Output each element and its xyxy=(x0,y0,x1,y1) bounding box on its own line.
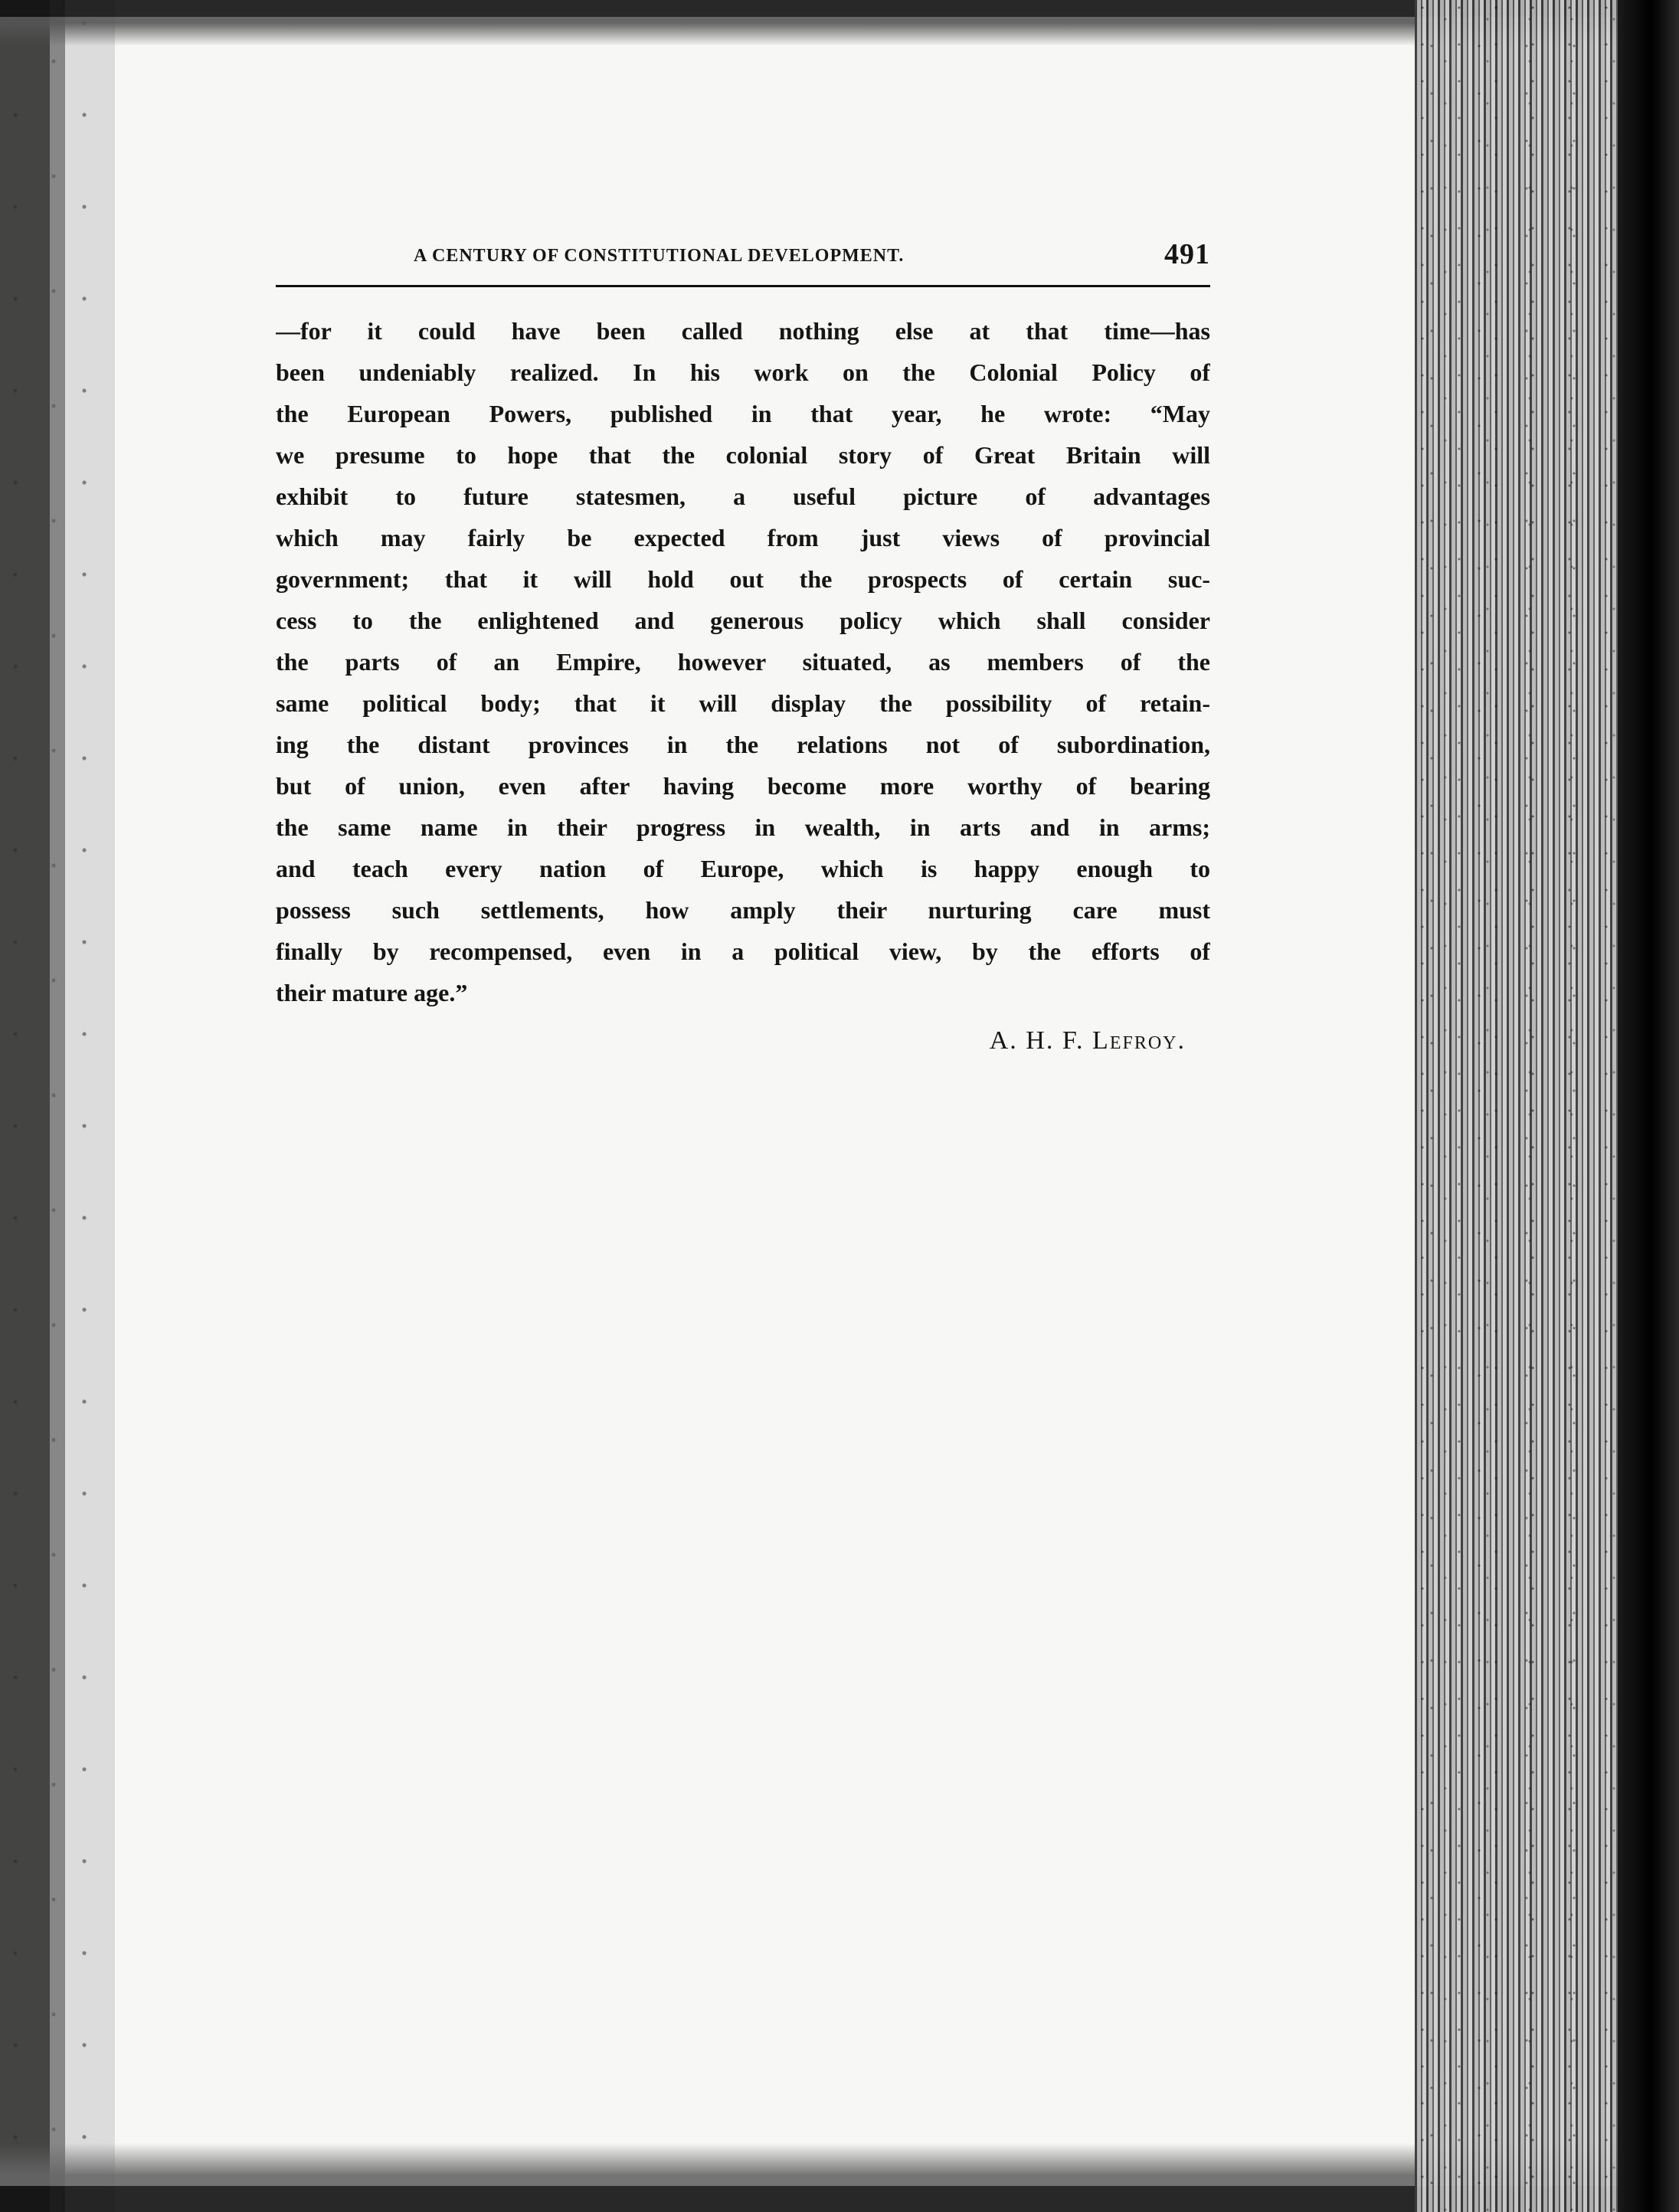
text-line: been undeniably realized. In his work on the Colonial Policy of xyxy=(276,358,1210,386)
author-initials: A. H. F. xyxy=(989,1026,1093,1055)
text-line: ing the distant provinces in the relations not of subordination, xyxy=(276,731,1210,758)
text-line: the same name in their progress in wealth, in arts and in arms; xyxy=(276,813,1210,841)
author-surname: Lefroy. xyxy=(1092,1026,1186,1055)
text-line: same political body; that it will display the possibility of retain- xyxy=(276,689,1210,717)
text-line: the European Powers, published in that year, he wrote: “May xyxy=(276,400,1210,427)
text-line: possess such settlements, how amply their nurturing care must xyxy=(276,896,1210,924)
running-head xyxy=(276,237,1210,280)
scan-left-edge xyxy=(0,0,115,2212)
text-line: which may fairly be expected from just views of provincial xyxy=(276,524,1210,551)
book-page xyxy=(276,237,1210,1961)
running-title: A CENTURY OF CONSTITUTIONAL DEVELOPMENT. xyxy=(414,246,905,266)
scan-right-dark-edge xyxy=(1618,0,1679,2212)
page-number: 491 xyxy=(1164,238,1210,270)
text-line: —for it could have been called nothing else at that time—has xyxy=(276,317,1210,345)
text-line: cess to the enlightened and generous policy which shall consider xyxy=(276,607,1210,634)
text-line: and teach every nation of Europe, which is happy enough to xyxy=(276,855,1210,882)
text-line: exhibit to future statesmen, a useful picture of advantages xyxy=(276,483,1210,510)
text-line: their mature age.” xyxy=(276,979,468,1006)
text-line: we presume to hope that the colonial story of Great Britain will xyxy=(276,441,1210,469)
text-line: finally by recompensed, even in a political view, by the efforts of xyxy=(276,937,1210,965)
text-line: the parts of an Empire, however situated, as members of the xyxy=(276,648,1210,676)
body-text xyxy=(276,310,1210,1013)
header-rule xyxy=(276,285,1210,287)
author-signature xyxy=(990,1026,1186,1055)
text-line: but of union, even after having become more worthy of bearing xyxy=(276,772,1210,800)
text-line: government; that it will hold out the prospects of certain suc- xyxy=(276,565,1210,593)
